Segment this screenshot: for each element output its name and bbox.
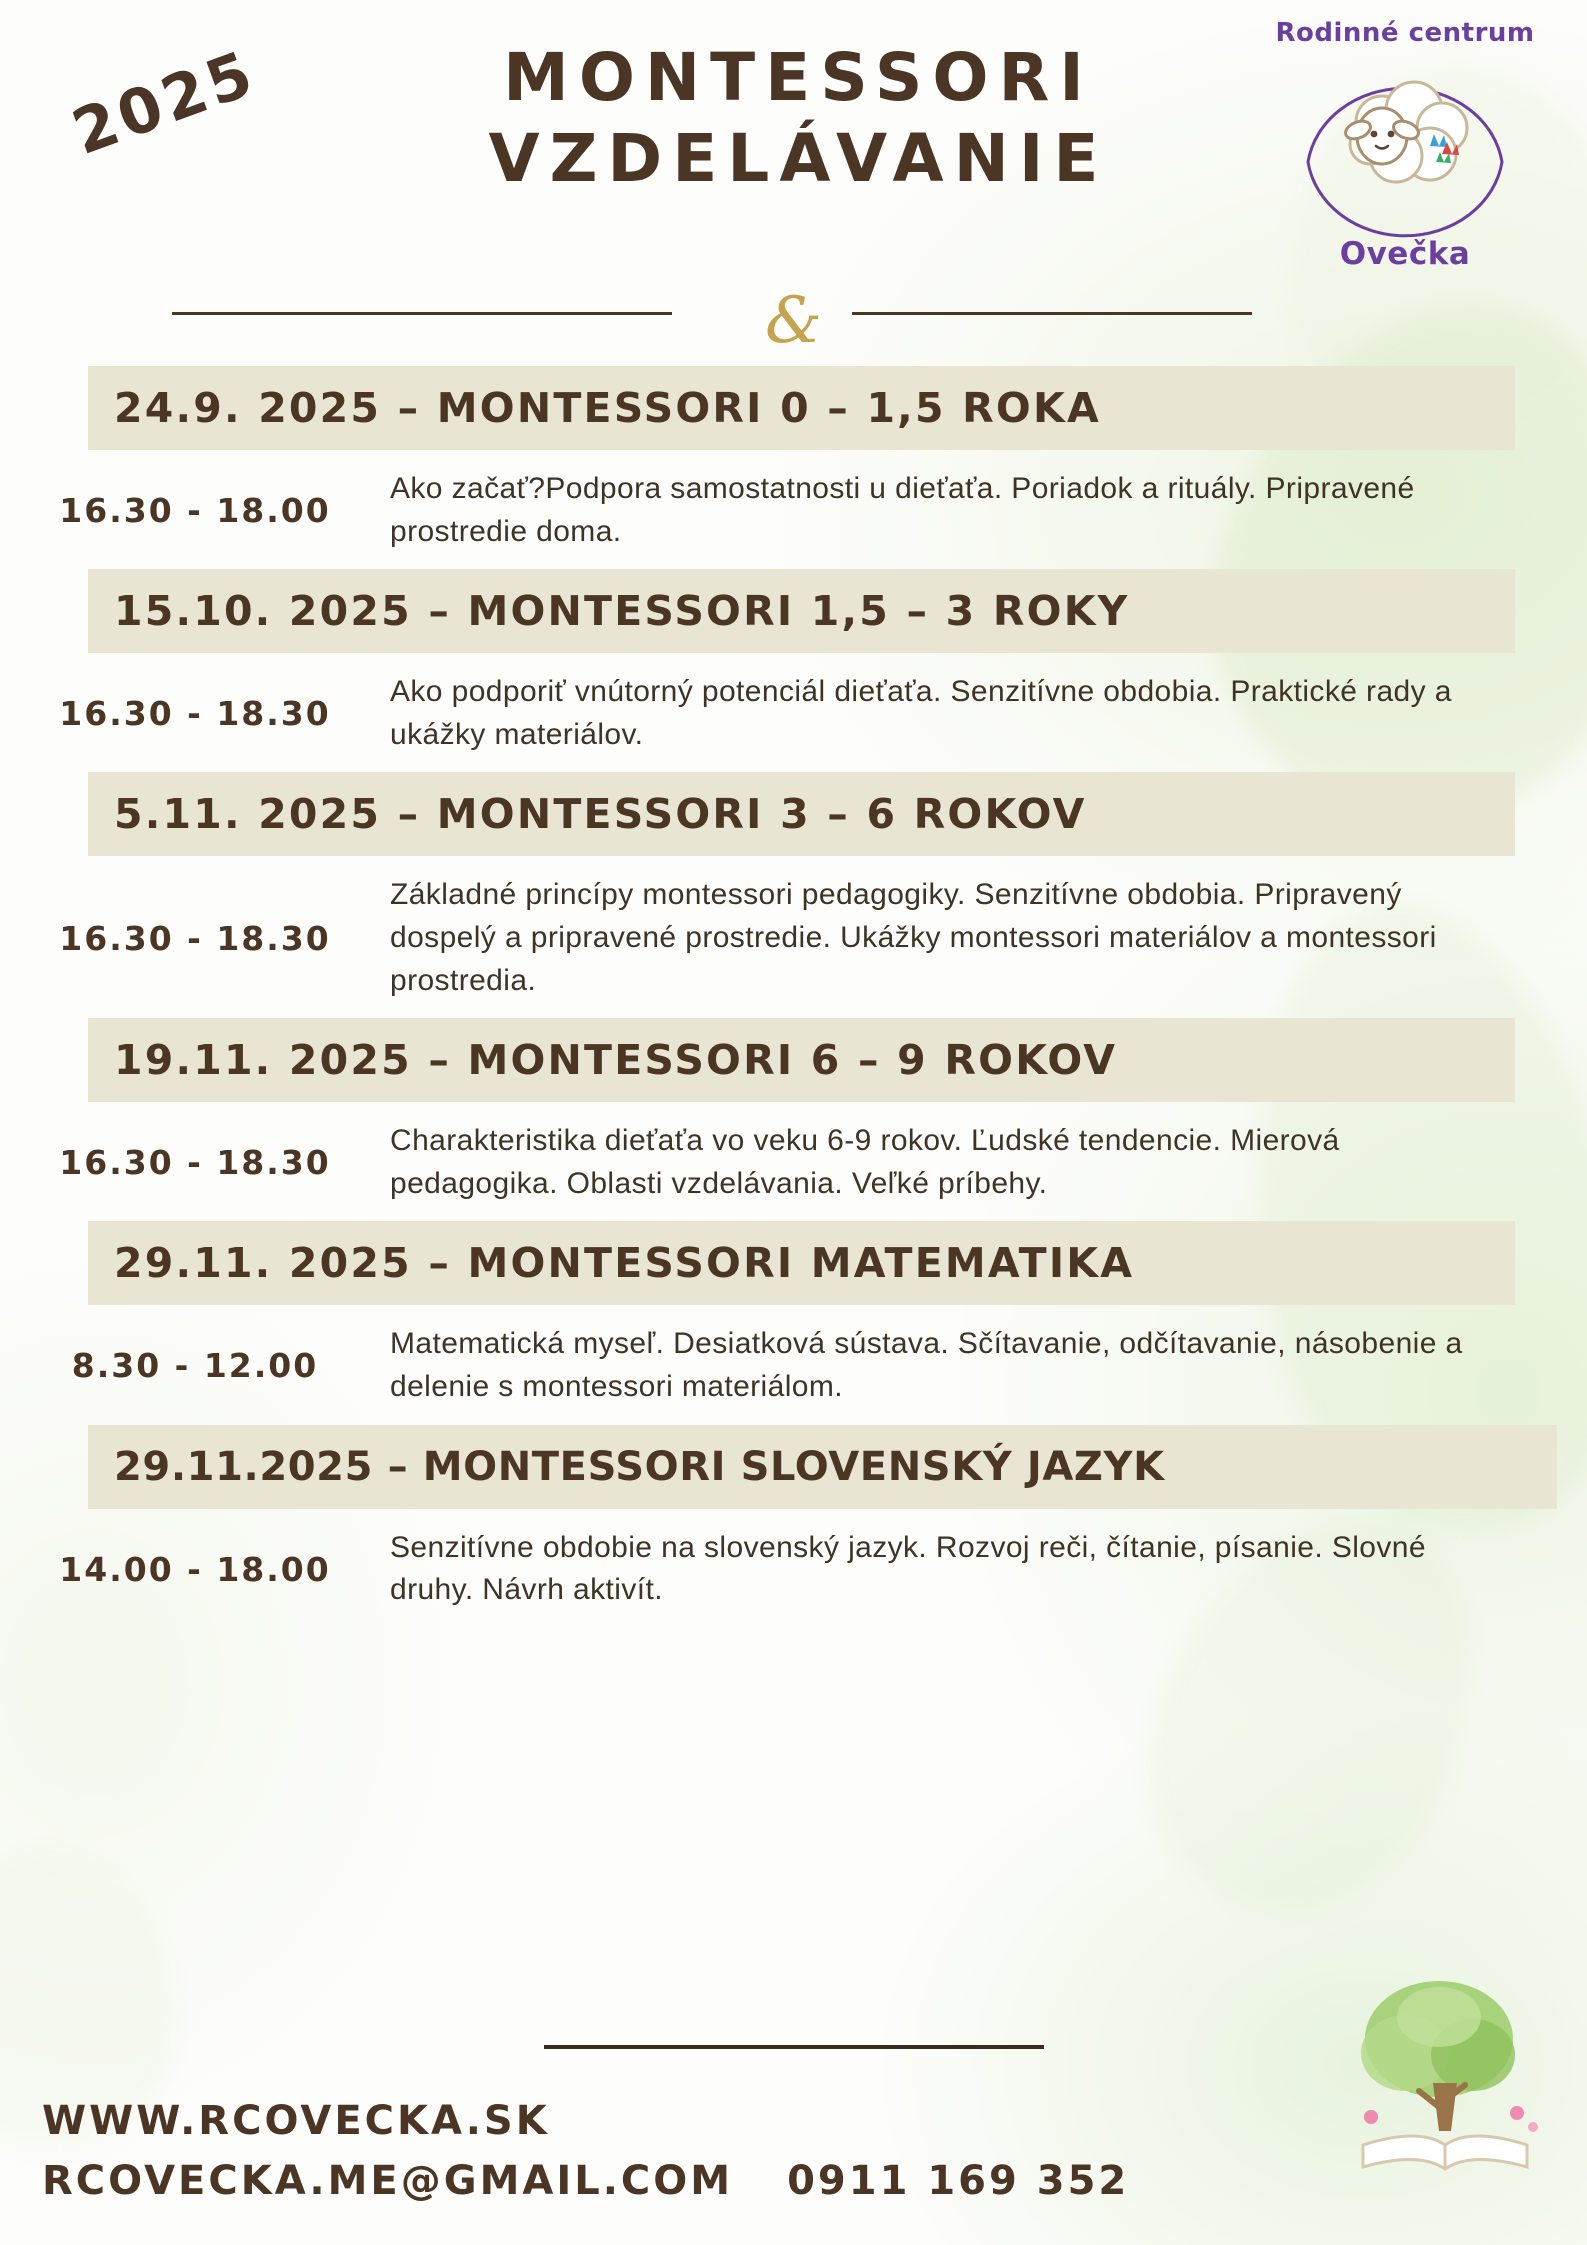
poster-footer bbox=[0, 2045, 1587, 2211]
phone-number[interactable]: 0911 169 352 bbox=[787, 2158, 1130, 2204]
session-description: Senzitívne obdobie na slovenský jazyk. Rozvoj reči, čítanie, písanie. Slovné druhy. Návrh aktivít. bbox=[390, 1530, 1426, 1607]
session-header bbox=[88, 772, 1515, 856]
session-header bbox=[88, 1018, 1515, 1102]
sheep-logo-icon bbox=[1290, 50, 1520, 246]
title-line-2: VZDELÁVANIE bbox=[488, 119, 1109, 197]
session-time: 16.30 - 18.30 bbox=[59, 694, 331, 734]
session-time: 8.30 - 12.00 bbox=[71, 1346, 319, 1386]
session-item bbox=[0, 366, 1587, 569]
title-line-1: MONTESSORI bbox=[503, 39, 1094, 116]
session-header bbox=[88, 366, 1515, 450]
session-description: Ako podporiť vnútorný potenciál dieťaťa. Senzitívne obdobia. Praktické rady a ukážky materiálov. bbox=[390, 675, 1452, 751]
session-item bbox=[0, 1221, 1587, 1424]
footer-divider bbox=[544, 2045, 1044, 2049]
session-title: 24.9. 2025 – MONTESSORI 0 – 1,5 ROKA bbox=[114, 384, 1101, 432]
tree-book-icon bbox=[1327, 1967, 1557, 2187]
session-header bbox=[88, 569, 1515, 653]
logo-top-text: Rodinné centrum bbox=[1275, 18, 1535, 48]
session-item bbox=[0, 1425, 1587, 1628]
session-description: Ako začať?Podpora samostatnosti u dieťaťa. Poriadok a rituály. Pripravené prostredie doma. bbox=[390, 472, 1415, 548]
ampersand-ornament: & bbox=[765, 284, 822, 358]
divider-right bbox=[852, 312, 1252, 315]
session-item bbox=[0, 569, 1587, 772]
session-title: 29.11.2025 – MONTESSORI SLOVENSKÝ JAZYK bbox=[114, 1443, 1165, 1490]
session-time: 16.30 - 18.30 bbox=[59, 918, 331, 958]
session-body bbox=[0, 1102, 1587, 1221]
session-body bbox=[0, 856, 1587, 1018]
session-description: Charakteristika dieťaťa vo veku 6-9 rokov. Ľudské tendencie. Mierová pedagogika. Oblasti vzdelávania. Veľké príbehy. bbox=[390, 1124, 1340, 1200]
poster-header bbox=[0, 0, 1587, 360]
session-time: 16.30 - 18.30 bbox=[59, 1143, 331, 1183]
divider-left bbox=[172, 312, 672, 315]
session-description: Matematická myseľ. Desiatková sústava. Sčítavanie, odčítavanie, násobenie a delenie s montessori materiálom. bbox=[390, 1327, 1463, 1403]
session-description: Základné princípy montessori pedagogiky. Senzitívne obdobia. Pripravený dospelý a pripravené prostredie. Ukážky montessori materiálov a montessori prostredia. bbox=[390, 878, 1437, 997]
session-title: 5.11. 2025 – MONTESSORI 3 – 6 ROKOV bbox=[114, 790, 1087, 839]
session-body bbox=[0, 1509, 1587, 1628]
session-header bbox=[88, 1425, 1557, 1509]
session-item bbox=[0, 1018, 1587, 1221]
logo bbox=[1255, 18, 1555, 284]
session-title: 19.11. 2025 – MONTESSORI 6 – 9 ROKOV bbox=[114, 1036, 1118, 1085]
session-list bbox=[0, 366, 1587, 1628]
session-body bbox=[0, 653, 1587, 772]
logo-bottom-text: Ovečka bbox=[1339, 236, 1471, 272]
session-header bbox=[88, 1221, 1515, 1305]
email-link[interactable]: RCOVECKA.ME@GMAIL.COM bbox=[42, 2158, 734, 2204]
session-body bbox=[0, 450, 1587, 569]
year-label: 2025 bbox=[63, 35, 266, 170]
session-body bbox=[0, 1305, 1587, 1424]
website-link[interactable]: WWW.RCOVECKA.SK bbox=[42, 2098, 550, 2144]
session-item bbox=[0, 772, 1587, 1018]
session-title: 15.10. 2025 – MONTESSORI 1,5 – 3 ROKY bbox=[114, 587, 1130, 636]
session-title: 29.11. 2025 – MONTESSORI MATEMATIKA bbox=[114, 1239, 1135, 1288]
session-time: 14.00 - 18.00 bbox=[59, 1549, 331, 1589]
title-divider bbox=[0, 284, 1587, 358]
session-time: 16.30 - 18.00 bbox=[59, 491, 331, 531]
